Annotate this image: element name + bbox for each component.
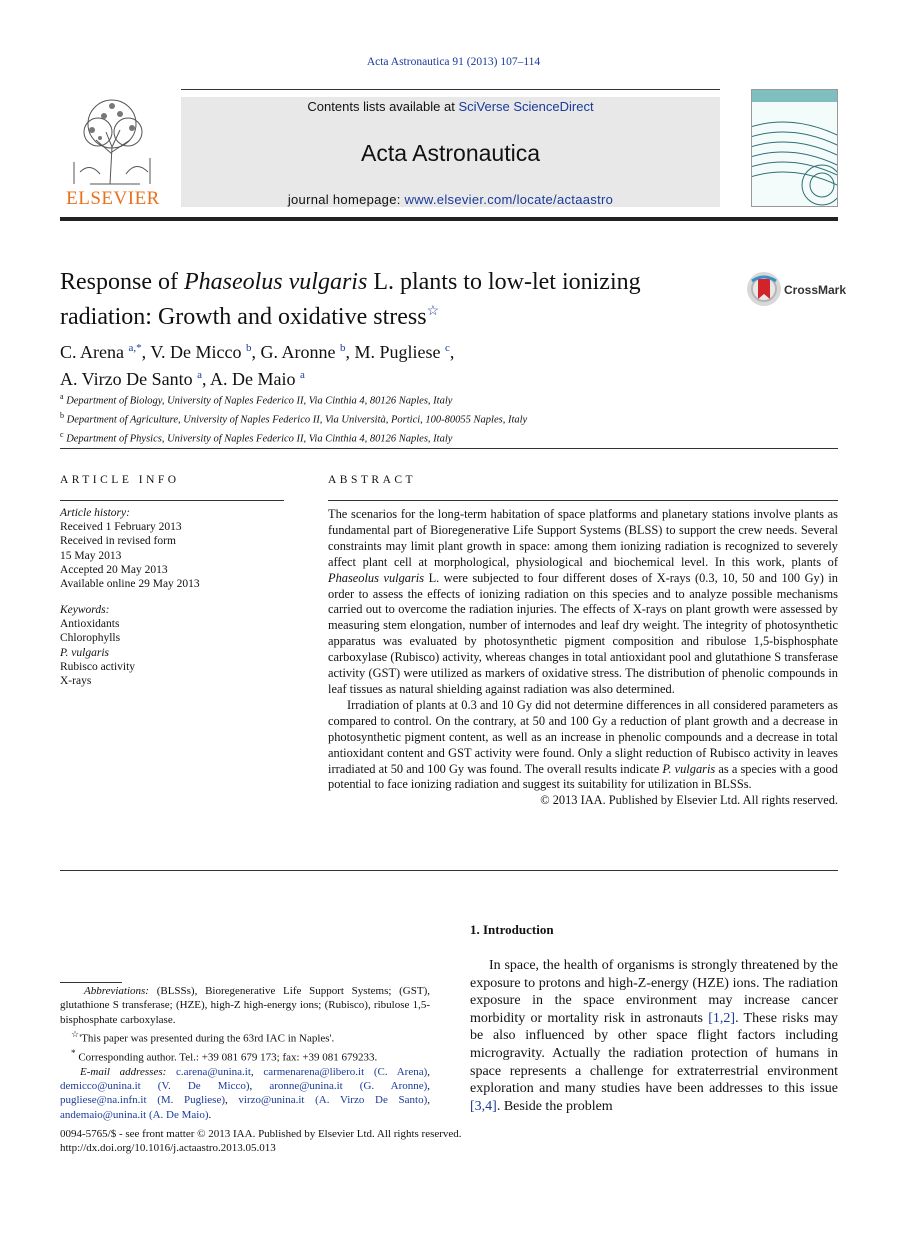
author[interactable]: G. Aronne [260,342,336,362]
front-matter [60,1127,660,1156]
email-link[interactable]: demicco@unina.it [60,1080,141,1093]
author-affiliation-mark[interactable]: b [339,342,346,354]
crossmark-badge[interactable] [746,271,846,311]
keyword: Rubisco activity [60,660,136,673]
abstract-rule [328,500,838,501]
journal-cover-thumbnail [751,89,838,207]
email-label: E-mail addresses: [80,1065,167,1078]
abstract-text: The scenarios for the long-term habitation of space platforms and planetary stations involve plants as fundamental part of Bioregenerative Life Support Systems (BLSS) to support the crew needs. Several constraints may limit plant growth in space: among them ionizing radiation is recognized to severely affect plant cell at morphological, physiological and biochemical level. In this work, plants of [328,507,838,569]
abstract-copyright: © 2013 IAA. Published by Elsevier Ltd. All rights reserved. [540,793,838,808]
introduction-text [470,957,838,1115]
contents-line [181,99,720,114]
footnote-text: 'This paper was presented during the 63rd IAC in Naples'. [79,1032,335,1045]
keyword: Antioxidants [60,618,120,631]
history-item: Available online 29 May 2013 [60,578,200,591]
banner-rule [181,89,720,90]
affiliations [60,390,760,447]
title-part-2: L. plants to low-let ionizing radiation: Growth and oxidative stress [60,269,641,330]
keywords [60,603,290,688]
history-label: Article history: [60,507,130,519]
abstract-body [328,507,838,809]
keyword: Chlorophylls [60,632,121,645]
footnote-text: Corresponding author. Tel.: +39 081 679 173; fax: +39 081 679233. [78,1051,378,1064]
email-link[interactable]: andemaio@unina.it [60,1108,147,1121]
affiliation-mark: a [60,392,64,401]
affiliation [60,390,760,409]
article-title [60,268,710,332]
author[interactable]: V. De Micco [150,342,242,362]
cover-art-icon [752,90,838,207]
author-separator: , [449,342,455,362]
affiliation-mark: c [60,430,64,440]
keyword: X-rays [60,675,92,688]
homepage-prefix: journal homepage: [287,192,405,207]
affiliation-mark: b [60,411,64,421]
email-owner[interactable]: (G. Aronne) [359,1080,428,1093]
author[interactable]: C. Arena [60,342,124,362]
affiliation [60,428,760,447]
contents-prefix: Contents lists available at [307,99,459,114]
history-item: Received 1 February 2013 [60,521,182,534]
email-owner[interactable]: (C. Arena) [373,1065,428,1078]
affiliation [60,409,760,428]
author[interactable]: A. Virzo De Santo [60,369,193,389]
affiliation-rule [60,448,838,449]
email-link[interactable]: virzo@unina.it [238,1094,305,1107]
title-part-1: Response of [60,269,184,295]
sciencedirect-link[interactable]: SciVerse ScienceDirect [458,99,594,114]
reference-link[interactable]: [3,4] [470,1098,497,1114]
author-affiliation-mark[interactable]: a [299,369,305,381]
footnote-mark: ☆ [71,1028,80,1039]
author-separator: , [141,342,151,362]
abstract-paragraph [328,698,838,793]
abbreviations-footnote [60,984,430,1027]
affiliation-text: Department of Physics, University of Naples Federico II, Via Cinthia 4, 80126 Naples, Italy [66,433,453,445]
email-link[interactable]: carmenarena@libero.it [263,1065,365,1078]
affiliation-text: Department of Biology, University of Naples Federico II, Via Cinthia 4, 80126 Naples, Italy [66,395,453,407]
introduction-heading: 1. Introduction [470,922,554,937]
author-affiliation-mark[interactable]: a,* [128,342,142,354]
homepage-link[interactable]: www.elsevier.com/locate/actaastro [404,192,614,207]
article-history [60,506,290,591]
corresponding-author-footnote [60,1046,430,1065]
abstract-bottom-rule [60,870,838,871]
author-affiliation-mark[interactable]: b [245,342,252,354]
history-item: 15 May 2013 [60,549,122,562]
email-owner[interactable]: (M. Pugliese) [157,1094,225,1107]
history-item: Accepted 20 May 2013 [60,563,168,576]
journal-citation[interactable]: Acta Astronautica 91 (2013) 107–114 [366,56,541,68]
email-owner[interactable]: (A. De Maio) [148,1108,209,1121]
article-info-rule [60,500,284,501]
abbreviations-label: Abbreviations: [84,985,149,997]
abstract-text: as a species with a good potential to face ionizing radiation and suggest its suitability for utilization in BLSSs. [328,761,838,792]
footnote-rule [60,982,122,983]
author-separator: , [345,342,355,362]
author-separator: , [251,342,261,362]
footnotes [60,984,430,1122]
journal-title: Acta Astronautica [361,140,540,166]
affiliation-text: Department of Agriculture, University of Naples Federico II, Via Università, Portici, 100-80055 Naples, Italy [66,414,528,426]
intro-text: . Beside the problem [496,1098,613,1114]
abstract-text: L. were subjected to four different doses of X-rays (0.3, 10, 50 and 100 Gy) in order to assess the effects of ionizing radiation on this species and to analyze possible mechanisms carried out to overcome the radiation injuries. The effects of X-rays on plant growth were assessed by measuring stem elongation, number of internodes and leaf dry weight. The integrity of photosynthetic apparatus was evaluated by photosynthetic pigment composition and ribulose 1,5-bisphosphate carboxylase (Rubisco) activity, whereas changes in total antioxidant pool and glutathione S transferase activity (GST) were utilized as markers of oxidative stress. The distribution of phenolic compounds in leaf tissues as natural shielding against radiation was also determined. [328,570,838,696]
author[interactable]: A. De Maio [209,369,296,389]
title-species: Phaseolus vulgaris [183,269,368,295]
journal-homepage [181,192,720,207]
author-list [60,337,760,391]
email-link[interactable]: c.arena@unina.it [176,1065,251,1078]
keyword: P. vulgaris [60,646,109,659]
abstract-heading: ABSTRACT [328,474,417,486]
keywords-label: Keywords: [60,604,110,616]
doi-link[interactable]: http://dx.doi.org/10.1016/j.actaastro.2013.05.013 [60,1142,276,1155]
crossmark-label: CrossMark [784,283,847,297]
abstract-species: Phaseolus vulgaris [328,570,425,585]
author-separator: , [201,369,210,389]
reference-link[interactable]: [1,2] [708,1010,736,1026]
issn-line: 0094-5765/$ - see front matter © 2013 IAA. Published by Elsevier Ltd. All rights reserved. [60,1128,462,1140]
author-affiliation-mark[interactable]: a [197,369,202,381]
abstract-paragraph [328,507,838,698]
footnote-mark: * [71,1047,76,1058]
email-owner[interactable]: (A. Virzo De Santo) [315,1094,428,1107]
title-footnote-star[interactable]: ☆ [426,304,440,319]
author-affiliation-mark[interactable]: c [444,342,450,354]
intro-text: . These risks may be also influenced by other space flight factors including microgravity. Actually the radiation protection of humans in space represents a challenge for extraterrestrial environment exploration and many studies have been addresses to this issue [470,1010,838,1097]
article-info-heading: ARTICLE INFO [60,474,180,486]
email-link[interactable]: pugliese@na.infn.it [60,1094,147,1107]
abbreviations-text: (BLSSs), Bioregenerative Life Support Systems; (GST), glutathione S transferase; (HZE), high-Z high-energy ions; (Rubisco), ribulose 1,5-bisphosphate carboxylase. [60,985,430,1026]
header-rule [60,217,838,221]
publisher-name: ELSEVIER [66,188,160,209]
elsevier-logo [60,92,166,210]
email-footnote: E-mail addresses: c.arena@unina.it, carmenarena@libero.it (C. Arena), demicco@unina.it (V. De Micco), aronne@unina.it (G. Aronne), pugliese@na.infn.it (M. Pugliese), virzo@unina.it (A. Virzo De Santo), andemaio@unina.it (A. De Maio). [60,1065,431,1121]
abstract-text: Irradiation of plants at 0.3 and 10 Gy did not determine differences in all considered parameters as compared to control. On the contrary, at 50 and 100 Gy a reduction of plant growth and a decrease in photosynthetic pigment content, as well as an increase in phenolic compounds and a decrease in total antioxidant content and GST activity were found. Only a slight reduction of Rubisco activity in leaves irradiated at 50 and 100 Gy was found. The overall results indicate [328,697,838,776]
author[interactable]: M. Pugliese [354,342,441,362]
presentation-footnote [60,1027,430,1046]
crossmark-icon [746,271,782,307]
email-link[interactable]: aronne@unina.it [269,1080,343,1093]
intro-text: In space, the health of organisms is strongly threatened by the exposure to protons and high-Z-energy (HZE) ions. The radiation exposure in the space environment may increase cancer morbidity or mortality risk in astronauts [470,958,838,1026]
abstract-species: P. vulgaris [662,761,716,776]
history-item: Received in revised form [60,535,176,548]
email-owner[interactable]: (V. De Micco) [157,1080,250,1093]
